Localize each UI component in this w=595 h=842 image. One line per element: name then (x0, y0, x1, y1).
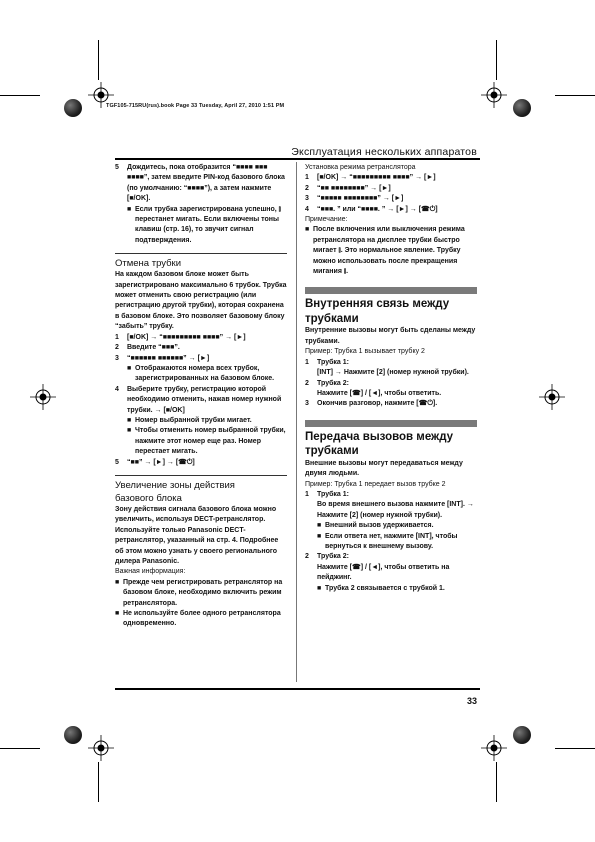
step-number: 3 (305, 195, 309, 203)
step (305, 358, 477, 379)
bullet-icon: ■ (127, 205, 132, 213)
step (305, 184, 477, 194)
step (115, 385, 287, 416)
bullet-icon: ■ (317, 532, 322, 540)
step-text: Введите “■■■”. (127, 344, 180, 352)
step-number: 2 (305, 553, 309, 561)
step-text: Дождитесь, пока отобразится “■■■■ ■■■ ■■■■”, затем введите PIN-код базового блока (по умолчанию: “■■■■”), а затем нажмите [■/OK]. (127, 164, 285, 203)
step-text: Трубка 2: (317, 553, 349, 561)
step-text: “■■■■■ ■■■■■■■■” → [►] (317, 195, 404, 203)
step-text: “■■■. ” или “■■■■. ” → [►] → [☎⏻] (317, 205, 438, 213)
step-number: 3 (115, 354, 119, 362)
paragraph: Внутренние вызовы могут быть сделаны между трубками. (305, 327, 476, 345)
section-title-range: Увеличение зоны действия (115, 475, 287, 492)
step (115, 343, 287, 353)
step-number: 5 (115, 458, 119, 466)
bullet-icon: ■ (127, 364, 132, 372)
bullet-icon: ■ (115, 578, 120, 586)
left-column (115, 163, 287, 630)
crop-mark (496, 762, 497, 802)
bullet-item (305, 584, 477, 594)
paragraph: Зону действия сигнала базового блока можно увеличить, используя DECT-ретранслятор. Используйте только Panasonic DECT-ретранслятор, указанный на стр. 4. Подробнее об этом можно узнать у своего регионального дилера Panasonic. (115, 505, 279, 565)
bullet-text: Не используйте более одного ретранслятора одновременно. (123, 610, 281, 628)
step (305, 205, 477, 215)
step-number: 4 (305, 205, 309, 213)
paragraph: Внешние вызовы могут передаваться между двумя людьми. (305, 459, 463, 478)
crop-mark (555, 748, 595, 749)
registration-target-icon (481, 82, 507, 108)
step-detail: [INT] → Нажмите [2] (номер нужной трубки). (317, 369, 469, 377)
bullet-item (305, 225, 477, 277)
step-number: 2 (305, 379, 309, 387)
bullet-item (305, 532, 477, 553)
step (115, 163, 287, 205)
section-bar (305, 287, 477, 294)
step-number: 1 (115, 333, 119, 341)
section-intercom (305, 287, 477, 326)
step-detail: Во время внешнего вызова нажмите [INT]. → Нажмите [2] (номер нужной трубки). (317, 501, 474, 519)
bullet-text: Номер выбранной трубки мигает. (135, 416, 252, 424)
registration-target-icon (481, 735, 507, 761)
step-text: Выберите трубку, регистрацию которой необходимо отменить, нажав номер нужной трубки. → [■/OK] (127, 385, 282, 414)
step-number: 1 (305, 490, 309, 498)
step-number: 3 (305, 400, 309, 408)
bullet-item (305, 521, 477, 531)
step (305, 552, 477, 583)
step-number: 4 (115, 385, 119, 393)
repeater-intro: Установка режима ретранслятора (305, 164, 416, 171)
step-detail: Нажмите [☎] / [◄], чтобы ответить на пейджинг. (317, 563, 450, 582)
bullet-text: Прежде чем регистрировать ретранслятор на базовом блоке, необходимо включить режим ретранслятора. (123, 578, 283, 607)
footer-rule (115, 688, 480, 690)
step (115, 333, 287, 343)
bullet-icon: ■ (127, 427, 132, 435)
step (305, 194, 477, 204)
bullet-item (115, 426, 287, 457)
bullet-item (115, 578, 287, 609)
step-text: “■■” → [►] → [☎⏻] (127, 458, 195, 466)
crop-mark (496, 40, 497, 80)
registration-ball-icon (513, 99, 531, 117)
step-text: Трубка 1: (317, 358, 349, 366)
step (305, 379, 477, 400)
section-title-range-line2: базового блока (115, 492, 182, 504)
step (305, 173, 477, 183)
section-bar (305, 420, 477, 427)
step-text: “■■ ■■■■■■■■” → [►] (317, 184, 391, 192)
step (305, 399, 477, 409)
registration-ball-icon (64, 726, 82, 744)
step-detail: Нажмите [☎] / [◄], чтобы ответить. (317, 389, 442, 397)
registration-ball-icon (64, 99, 82, 117)
step-text: Окончив разговор, нажмите [☎⏻]. (317, 400, 438, 408)
bullet-text: Если ответа нет, нажмите [INT], чтобы вернуться к внешнему вызову. (325, 532, 458, 550)
step (305, 490, 477, 521)
registration-target-icon (88, 735, 114, 761)
step-text: “■■■■■■ ■■■■■■” → [►] (127, 354, 210, 362)
section-title-transfer: Передача вызовов между (305, 430, 454, 443)
page-header: Эксплуатация нескольких аппаратов (291, 146, 477, 158)
step-number: 1 (305, 174, 309, 182)
crop-mark (0, 748, 40, 749)
step-text: Трубка 1: (317, 490, 349, 498)
bullet-item (115, 205, 287, 247)
section-transfer (305, 420, 477, 459)
crop-mark (98, 762, 99, 802)
step (115, 354, 287, 364)
bullet-icon: ■ (317, 522, 322, 530)
registration-ball-icon (513, 726, 531, 744)
important-label: Важная информация: (115, 568, 186, 576)
registration-target-icon (539, 384, 565, 410)
step-number: 2 (115, 344, 119, 352)
section-title-cancel: Отмена трубки (115, 253, 287, 270)
step (115, 458, 287, 468)
bullet-text: Чтобы отменить номер выбранной трубки, нажмите этот номер еще раз. Номер перестает мигать. (135, 427, 286, 456)
step-text: [■/OK] → “■■■■■■■■■ ■■■■” → [►] (317, 174, 436, 182)
example-text: Пример: Трубка 1 передает вызов трубке 2 (305, 480, 446, 488)
step-text: Трубка 2: (317, 379, 349, 387)
crop-mark (98, 40, 99, 80)
page-number: 33 (466, 696, 477, 706)
bullet-text: Если трубка зарегистрирована успешно, ⫾ перестанет мигать. Если включены тоны клавиш (стр. 16), то звучит сигнал подтверждения. (135, 205, 281, 244)
bullet-text: Внешний вызов удерживается. (325, 522, 434, 530)
bullet-icon: ■ (317, 584, 322, 592)
bullet-item (115, 609, 287, 630)
section-title-intercom: Внутренняя связь между (305, 298, 450, 311)
registration-target-icon (30, 384, 56, 410)
step-number: 5 (115, 164, 119, 171)
print-slug: TGF105-715RU(rus).book Page 33 Tuesday, April 27, 2010 1:51 PM (106, 103, 285, 109)
paragraph: На каждом базовом блоке может быть зарегистрировано максимально 6 трубок. Трубка может отменить свою регистрацию (или регистрацию другой трубки), которая сохранена в базовом блоке. Это позволяет базовому блоку “забыть” трубку. (115, 271, 287, 331)
bullet-item (115, 364, 287, 385)
section-title-intercom-line2: трубками (305, 312, 359, 325)
bullet-text: После включения или выключения режима ретранслятора на дисплее трубки быстро мигает ⫾. Это нормальное явление. Трубку можно использовать после прекращения мигания ⫾. (313, 226, 465, 276)
bullet-icon: ■ (127, 416, 132, 424)
bullet-icon: ■ (115, 610, 120, 618)
example-text: Пример: Трубка 1 вызывает трубку 2 (305, 348, 425, 356)
section-title-transfer-line2: трубками (305, 445, 359, 458)
crop-mark (555, 95, 595, 96)
step-number: 2 (305, 184, 309, 192)
bullet-text: Трубка 2 связывается с трубкой 1. (325, 584, 445, 592)
bullet-icon: ■ (305, 226, 310, 234)
note-label: Примечание: (305, 216, 348, 224)
header-rule (115, 158, 480, 160)
bullet-item (115, 416, 287, 426)
column-divider (296, 162, 297, 682)
step-number: 1 (305, 358, 309, 366)
crop-mark (0, 95, 40, 96)
bullet-text: Отображаются номера всех трубок, зарегистрированных на базовом блоке. (135, 364, 275, 383)
right-column (305, 163, 477, 594)
step-text: [■/OK] → “■■■■■■■■■ ■■■■” → [►] (127, 333, 246, 341)
